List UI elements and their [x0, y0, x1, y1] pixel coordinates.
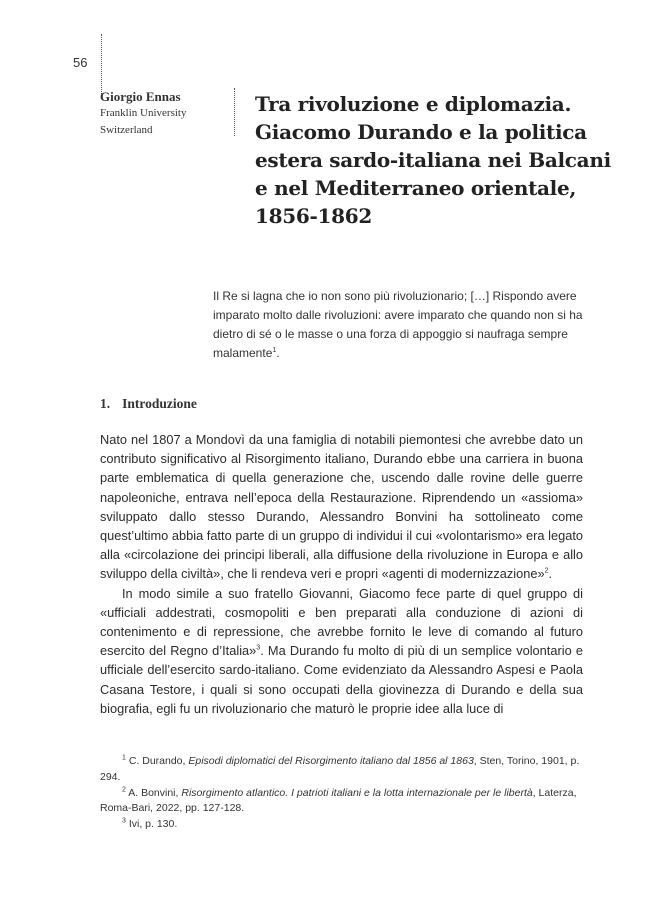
epigraph-text: Il Re si lagna che io non sono più rivoluzionario; […] Rispondo avere imparato molto dalle rivoluzioni: avere imparato che quando non si ha dietro di sé o le masse o una forza di appoggio si naufraga sempre malamente	[213, 289, 583, 360]
author-name: Giorgio Ennas	[100, 89, 181, 104]
page-number: 56	[73, 55, 88, 70]
footnote-ref[interactable]: 1	[272, 347, 277, 354]
author-block	[100, 89, 220, 139]
footnote-ref[interactable]: 2	[544, 568, 549, 576]
section-heading	[100, 396, 197, 412]
footnote-text: , Sten, Torino, 1901, p. 294.	[100, 755, 580, 783]
footnote	[100, 786, 583, 818]
footnote-number: 2	[122, 786, 126, 794]
footnote-italic: Risorgimento atlantico. I patrioti italiani e la lotta internazionale per le libertà	[181, 786, 533, 799]
author-affiliation-line2: Switzerland	[100, 124, 153, 136]
footnote-text: , Laterza, Roma-Bari, 2022, pp. 127-128.	[100, 786, 577, 815]
footnote	[100, 754, 583, 786]
footnote	[100, 817, 583, 833]
paragraph-text: . Ma Durando fu molto di più di un semplice volontario e ufficiale dell’esercito sardo-italiano. Come evidenziato da Alessandro Aspesi e Paola Casana Testore, i quali si sono occupati della giovinezza di Durando e della sua biografia, egli fu un rivoluzionario che maturò le proprie idee alla luce di	[100, 643, 583, 716]
section-number: 1.	[100, 396, 111, 411]
footnote-text: Ivi, p. 130.	[125, 818, 178, 831]
footnote-number: 1	[122, 754, 126, 762]
paragraph	[100, 584, 583, 718]
paragraph	[100, 430, 583, 584]
footnotes	[100, 754, 583, 833]
epigraph-end: .	[276, 346, 280, 360]
paragraph-text: .	[548, 566, 553, 582]
footnote-italic: Episodi diplomatici del Risorgimento italiano dal 1856 al 1863	[188, 755, 474, 767]
footnote-text: A. Bonvini,	[125, 786, 182, 799]
author-affiliation-line1: Franklin University	[100, 107, 187, 119]
footnote-text: C. Durando,	[125, 755, 189, 767]
epigraph	[213, 287, 583, 363]
footnote-ref[interactable]: 3	[256, 644, 261, 652]
paragraph-text: In modo simile a suo fratello Giovanni, Giacomo fece parte di quel gruppo di «ufficiali addestrati, cosmopoliti e ben preparati alla conduzione di azioni di contenimento e di repressione, che avrebbe fornito le leve di comando al futuro esercito del Regno d’Italia»	[100, 585, 583, 659]
section-title: Introduzione	[122, 396, 197, 411]
footnote-number: 3	[122, 817, 126, 825]
title-rule	[234, 88, 235, 136]
article-title: Tra rivoluzione e diplomazia. Giacomo Durando e la politica estera sardo-italiana nei Balcani e nel Mediterraneo orientale, 1856-1862	[255, 92, 611, 228]
body-text	[100, 430, 583, 718]
paragraph-text: Nato nel 1807 a Mondovì da una famiglia di notabili piemontesi che avrebbe dato un contributo significativo al Risorgimento italiano, Durando ebbe una carriera in buona parte emblematica di quella generazione che, uscendo dalle rovine delle guerre napoleoniche, entrava nell’epoca della Restaurazione. Riprendendo un «assioma» sviluppato dallo stesso Durando, Alessandro Bonvini ha sottolineato come quest’ultimo abbia fatto parte di un gruppo di individui il cui «volontarismo» era legato alla «circolazione dei principi liberali, alla diffusione della rivoluzione in Europa e allo sviluppo della civiltà», che li rendeva veri e propri «agenti di modernizzazione»	[100, 432, 583, 582]
margin-rule	[101, 34, 102, 94]
